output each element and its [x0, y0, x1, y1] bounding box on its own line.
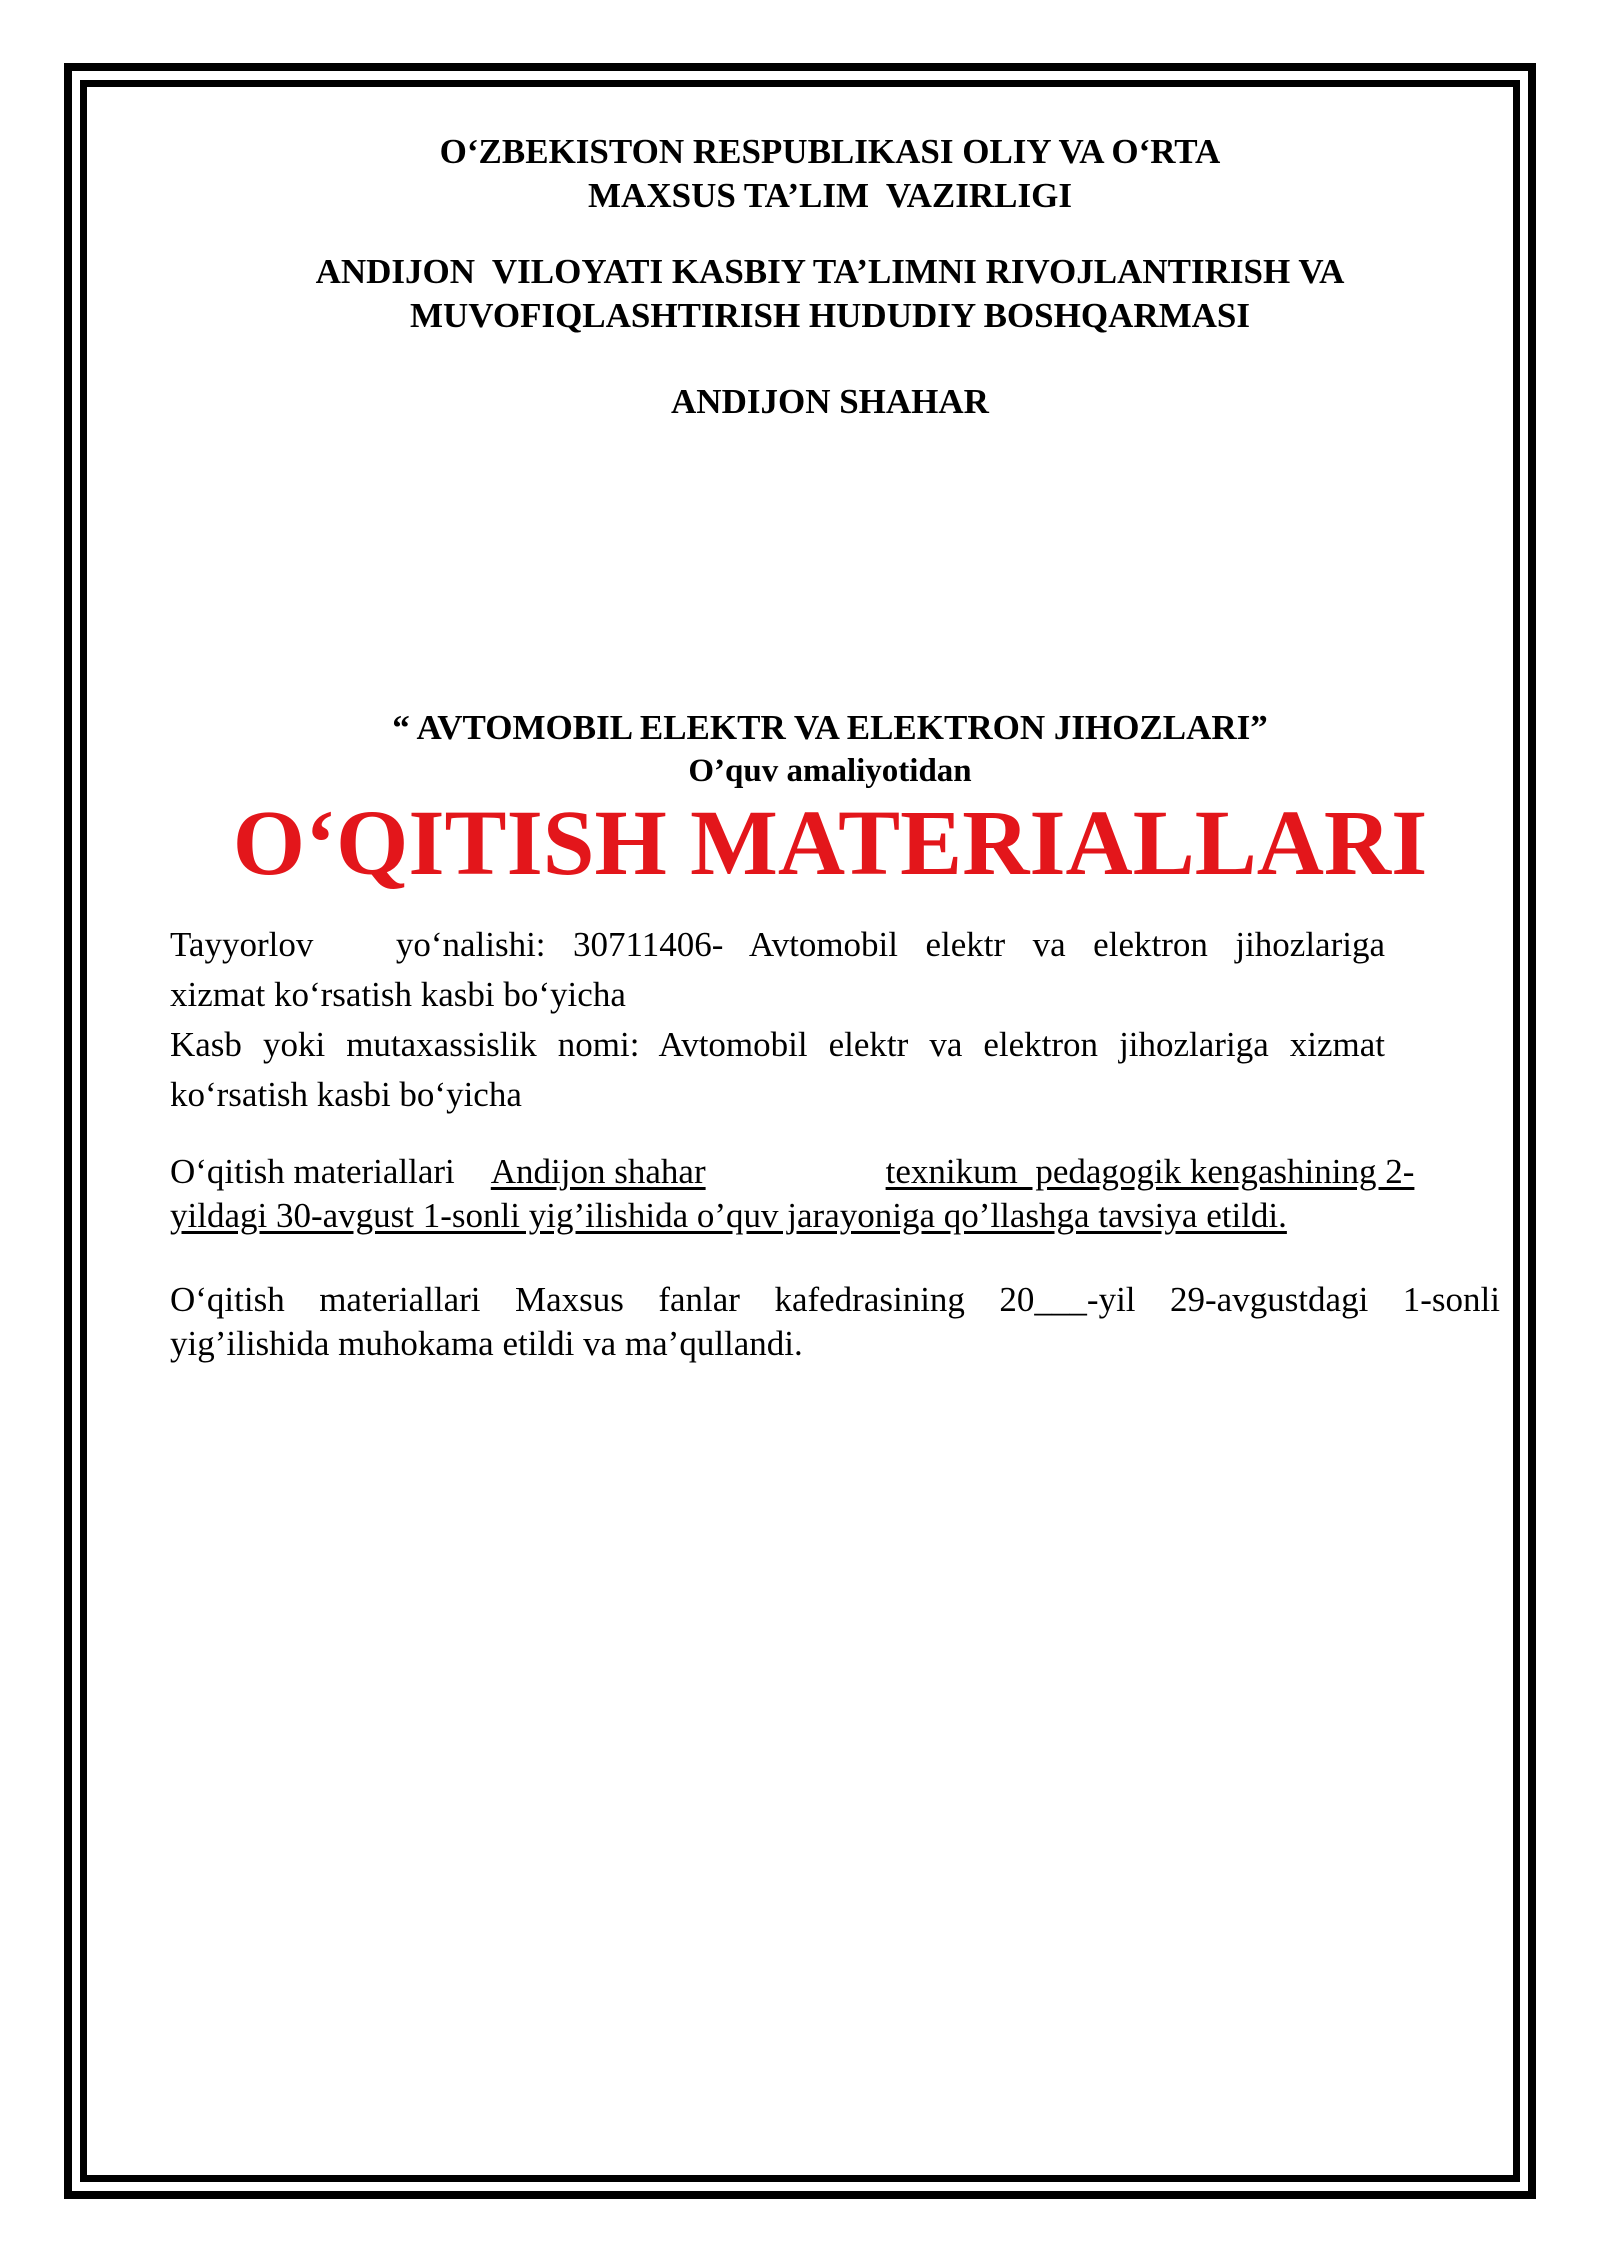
approval-rest: texnikum pedagogik kengashining 2-	[885, 1152, 1415, 1191]
discussion-line-1: O‘qitish materiallari Maxsus fanlar kafedrasining 20___-yil 29-avgustdagi 1-sonli	[170, 1280, 1500, 1319]
approval-prefix: O‘qitish materiallari	[170, 1152, 455, 1191]
direction-paragraph	[170, 920, 1385, 1120]
city-heading: ANDIJON SHAHAR	[671, 382, 989, 421]
document-page	[170, 130, 1500, 1366]
approval-line-2: yildagi 30-avgust 1-sonli yig’ilishida o’quv jarayoniga qo’llashga tavsiya etildi.	[170, 1196, 1287, 1235]
ministry-line-1: O‘ZBEKISTON RESPUBLIKASI OLIY VA O‘RTA	[439, 132, 1221, 171]
main-title: O‘QITISH MATERIALLARI	[232, 792, 1428, 895]
approval-place: Andijon shahar texnikum pedagogik kengashining 2-	[490, 1152, 1415, 1191]
direction-line-2: xizmat ko‘rsatish kasbi bo‘yicha	[170, 975, 626, 1014]
ministry-heading	[170, 130, 1490, 218]
subject-title: “ AVTOMOBIL ELEKTR VA ELEKTRON JIHOZLARI”	[392, 708, 1268, 747]
region-heading	[170, 250, 1490, 338]
direction-line-4: ko‘rsatish kasbi bo‘yicha	[170, 1075, 522, 1114]
discussion-paragraph	[170, 1278, 1500, 1366]
practice-subtitle: O’quv amaliyotidan	[688, 753, 972, 789]
region-line-2: MUVOFIQLASHTIRISH HUDUDIY BOSHQARMASI	[409, 296, 1251, 335]
discussion-line-2: yig’ilishida muhokama etildi va ma’qullandi.	[170, 1324, 803, 1363]
approval-paragraph	[170, 1150, 1500, 1238]
region-line-1: ANDIJON VILOYATI KASBIY TA’LIMNI RIVOJLANTIRISH VA	[315, 252, 1345, 291]
approval-line-1	[170, 1150, 1500, 1194]
direction-line-1: Tayyorlov yo‘nalishi: 30711406- Avtomobil elektr va elektron jihozlariga	[170, 925, 1385, 964]
ministry-line-2: MAXSUS TA’LIM VAZIRLIGI	[588, 176, 1072, 215]
direction-line-3: Kasb yoki mutaxassislik nomi: Avtomobil elektr va elektron jihozlariga xizmat	[170, 1025, 1385, 1064]
